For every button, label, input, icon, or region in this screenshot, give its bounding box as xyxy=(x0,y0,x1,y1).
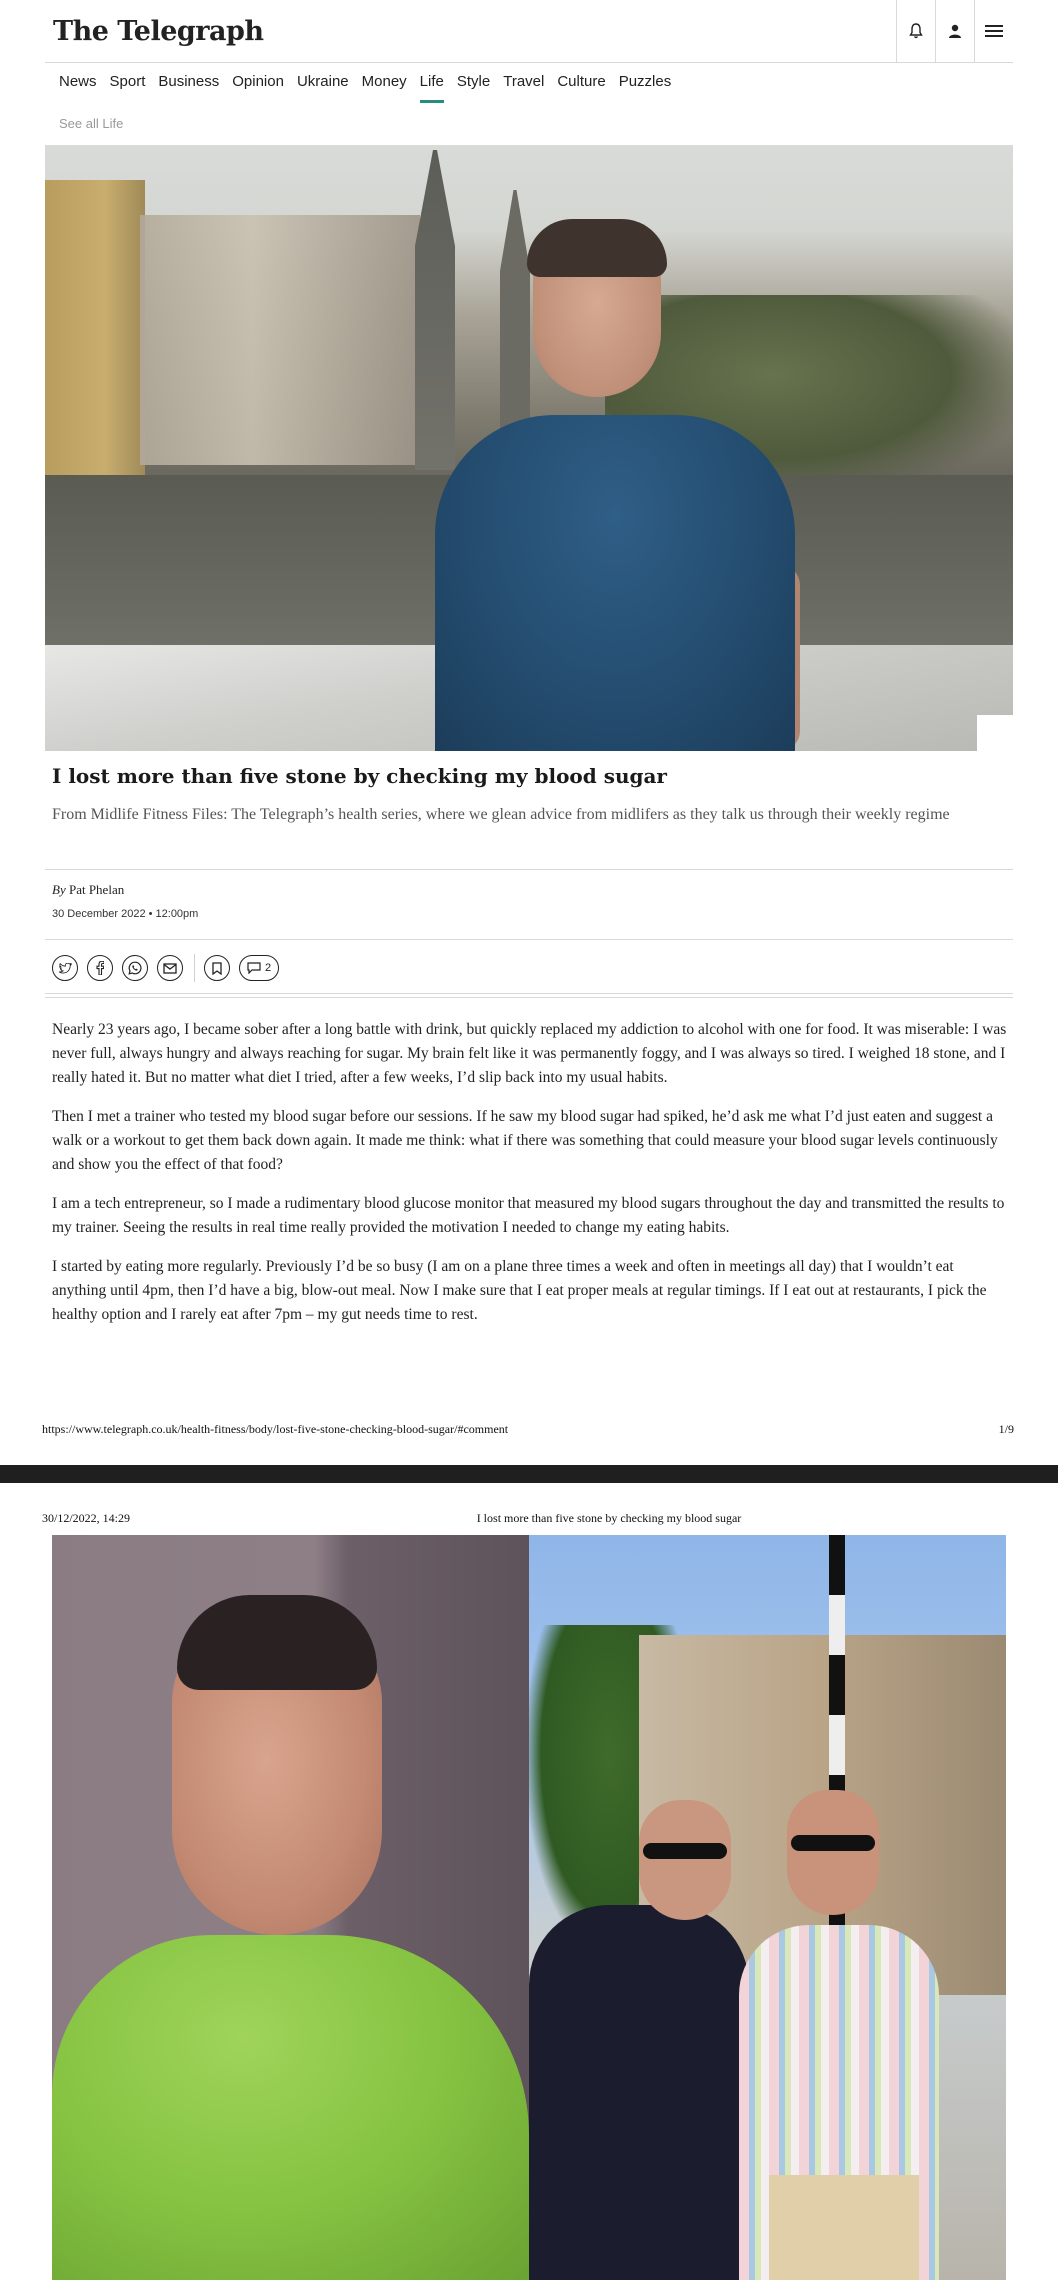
article-paragraph: I started by eating more regularly. Previously I’d be so busy (I am on a plane three times a week and often in meetings all day) that I wouldn’t eat anything until 4pm, then I’d have a big, blow-out meal. Now I make sure that I eat proper meals at regular timings. If I eat out at restaurants, I pick the healthy option and I rarely eat after 7pm – my gut needs time to rest. xyxy=(52,1258,987,1323)
telegraph-logo[interactable]: The Telegraph xyxy=(53,16,264,47)
user-icon xyxy=(948,24,962,38)
article-paragraph: Nearly 23 years ago, I became sober after a long battle with drink, but quickly replaced my addiction to alcohol with one for food. It was miserable: I was never full, always hungry and always reaching for sugar. My brain felt like it was permanently foggy, and I was always so tired. I weighed 18 stone, and I really hated it. But no matter what diet I tried, after a few weeks, I’d slip back into my usual habits. xyxy=(52,1021,1007,1086)
see-all-life-link[interactable]: See all Life xyxy=(59,116,124,131)
menu-icon xyxy=(985,24,1003,38)
share-facebook-button[interactable] xyxy=(87,955,113,981)
nav-item-opinion[interactable]: Opinion xyxy=(232,73,284,90)
article-paragraph: Then I met a trainer who tested my blood sugar before our sessions. If he saw my blood sugar had spiked, he’d ask me what I’d just eaten and suggest a walk or a workout to get them back down again. It made me think: what if there was something that could measure your blood sugar levels continuously and show you the effect of that food? xyxy=(52,1108,998,1173)
nav-item-puzzles[interactable]: Puzzles xyxy=(618,73,672,90)
nav-item-business[interactable]: Business xyxy=(158,73,220,90)
author-link[interactable]: Pat Phelan xyxy=(68,882,125,897)
nav-item-style[interactable]: Style xyxy=(456,73,491,90)
print-page-number: 1/9 xyxy=(998,1422,1014,1436)
section-nav xyxy=(45,63,1013,107)
nav-item-sport[interactable]: Sport xyxy=(109,73,146,90)
twitter-icon xyxy=(59,963,72,974)
comment-icon xyxy=(247,962,261,974)
article-title: I lost more than five stone by checking my blood sugar xyxy=(52,764,667,788)
divider xyxy=(45,993,1013,998)
article-standfirst: From Midlife Fitness Files: The Telegraph’s health series, where we glean advice from midlifers as they talk us through their weekly regime xyxy=(52,806,950,823)
bell-icon xyxy=(909,23,923,39)
divider xyxy=(45,869,1013,870)
share-separator xyxy=(194,954,195,982)
publish-date: 30 December 2022 • 12:00pm xyxy=(52,908,199,920)
nav-item-life[interactable]: Life xyxy=(420,63,444,105)
byline xyxy=(52,882,124,898)
share-whatsapp-button[interactable] xyxy=(122,955,148,981)
article-paragraph: I am a tech entrepreneur, so I made a rudimentary blood glucose monitor that measured my blood sugars throughout the day and transmitted the results to my trainer. Seeing the results in real time really provided the motivation I needed to change my eating habits. xyxy=(52,1195,1005,1236)
notifications-button[interactable] xyxy=(896,0,935,62)
account-button[interactable] xyxy=(935,0,974,62)
site-header xyxy=(45,0,1013,63)
before-after-image xyxy=(52,1535,1006,2280)
nav-item-ukraine[interactable]: Ukraine xyxy=(296,73,349,90)
email-icon xyxy=(163,963,177,974)
share-twitter-button[interactable] xyxy=(52,955,78,981)
article-body xyxy=(52,1018,1007,1342)
bookmark-icon xyxy=(212,962,222,975)
print-header-title: I lost more than five stone by checking my blood sugar xyxy=(476,1511,742,1525)
comment-count: 2 xyxy=(265,962,272,974)
after-photo xyxy=(529,1535,1006,2280)
nav-item-news[interactable]: News xyxy=(59,73,97,90)
comments-button[interactable] xyxy=(239,955,279,981)
nav-item-travel[interactable]: Travel xyxy=(503,73,545,90)
header-actions xyxy=(896,0,1013,62)
print-header-datetime: 30/12/2022, 14:29 xyxy=(42,1511,131,1525)
nav-list xyxy=(45,63,1013,105)
hero-image xyxy=(45,145,1013,751)
menu-button[interactable] xyxy=(974,0,1013,62)
facebook-icon xyxy=(96,961,104,975)
page-break xyxy=(0,1465,1058,1483)
print-footer-url: https://www.telegraph.co.uk/health-fitness/body/lost-five-stone-checking-blood-sugar/#comment xyxy=(42,1422,509,1436)
divider xyxy=(45,939,1013,940)
whatsapp-icon xyxy=(128,961,142,975)
before-photo xyxy=(52,1535,529,2280)
share-bar xyxy=(52,953,279,983)
nav-item-culture[interactable]: Culture xyxy=(557,73,606,90)
byline-prefix: By xyxy=(52,882,66,897)
nav-item-money[interactable]: Money xyxy=(361,73,407,90)
bookmark-button[interactable] xyxy=(204,955,230,981)
share-email-button[interactable] xyxy=(157,955,183,981)
